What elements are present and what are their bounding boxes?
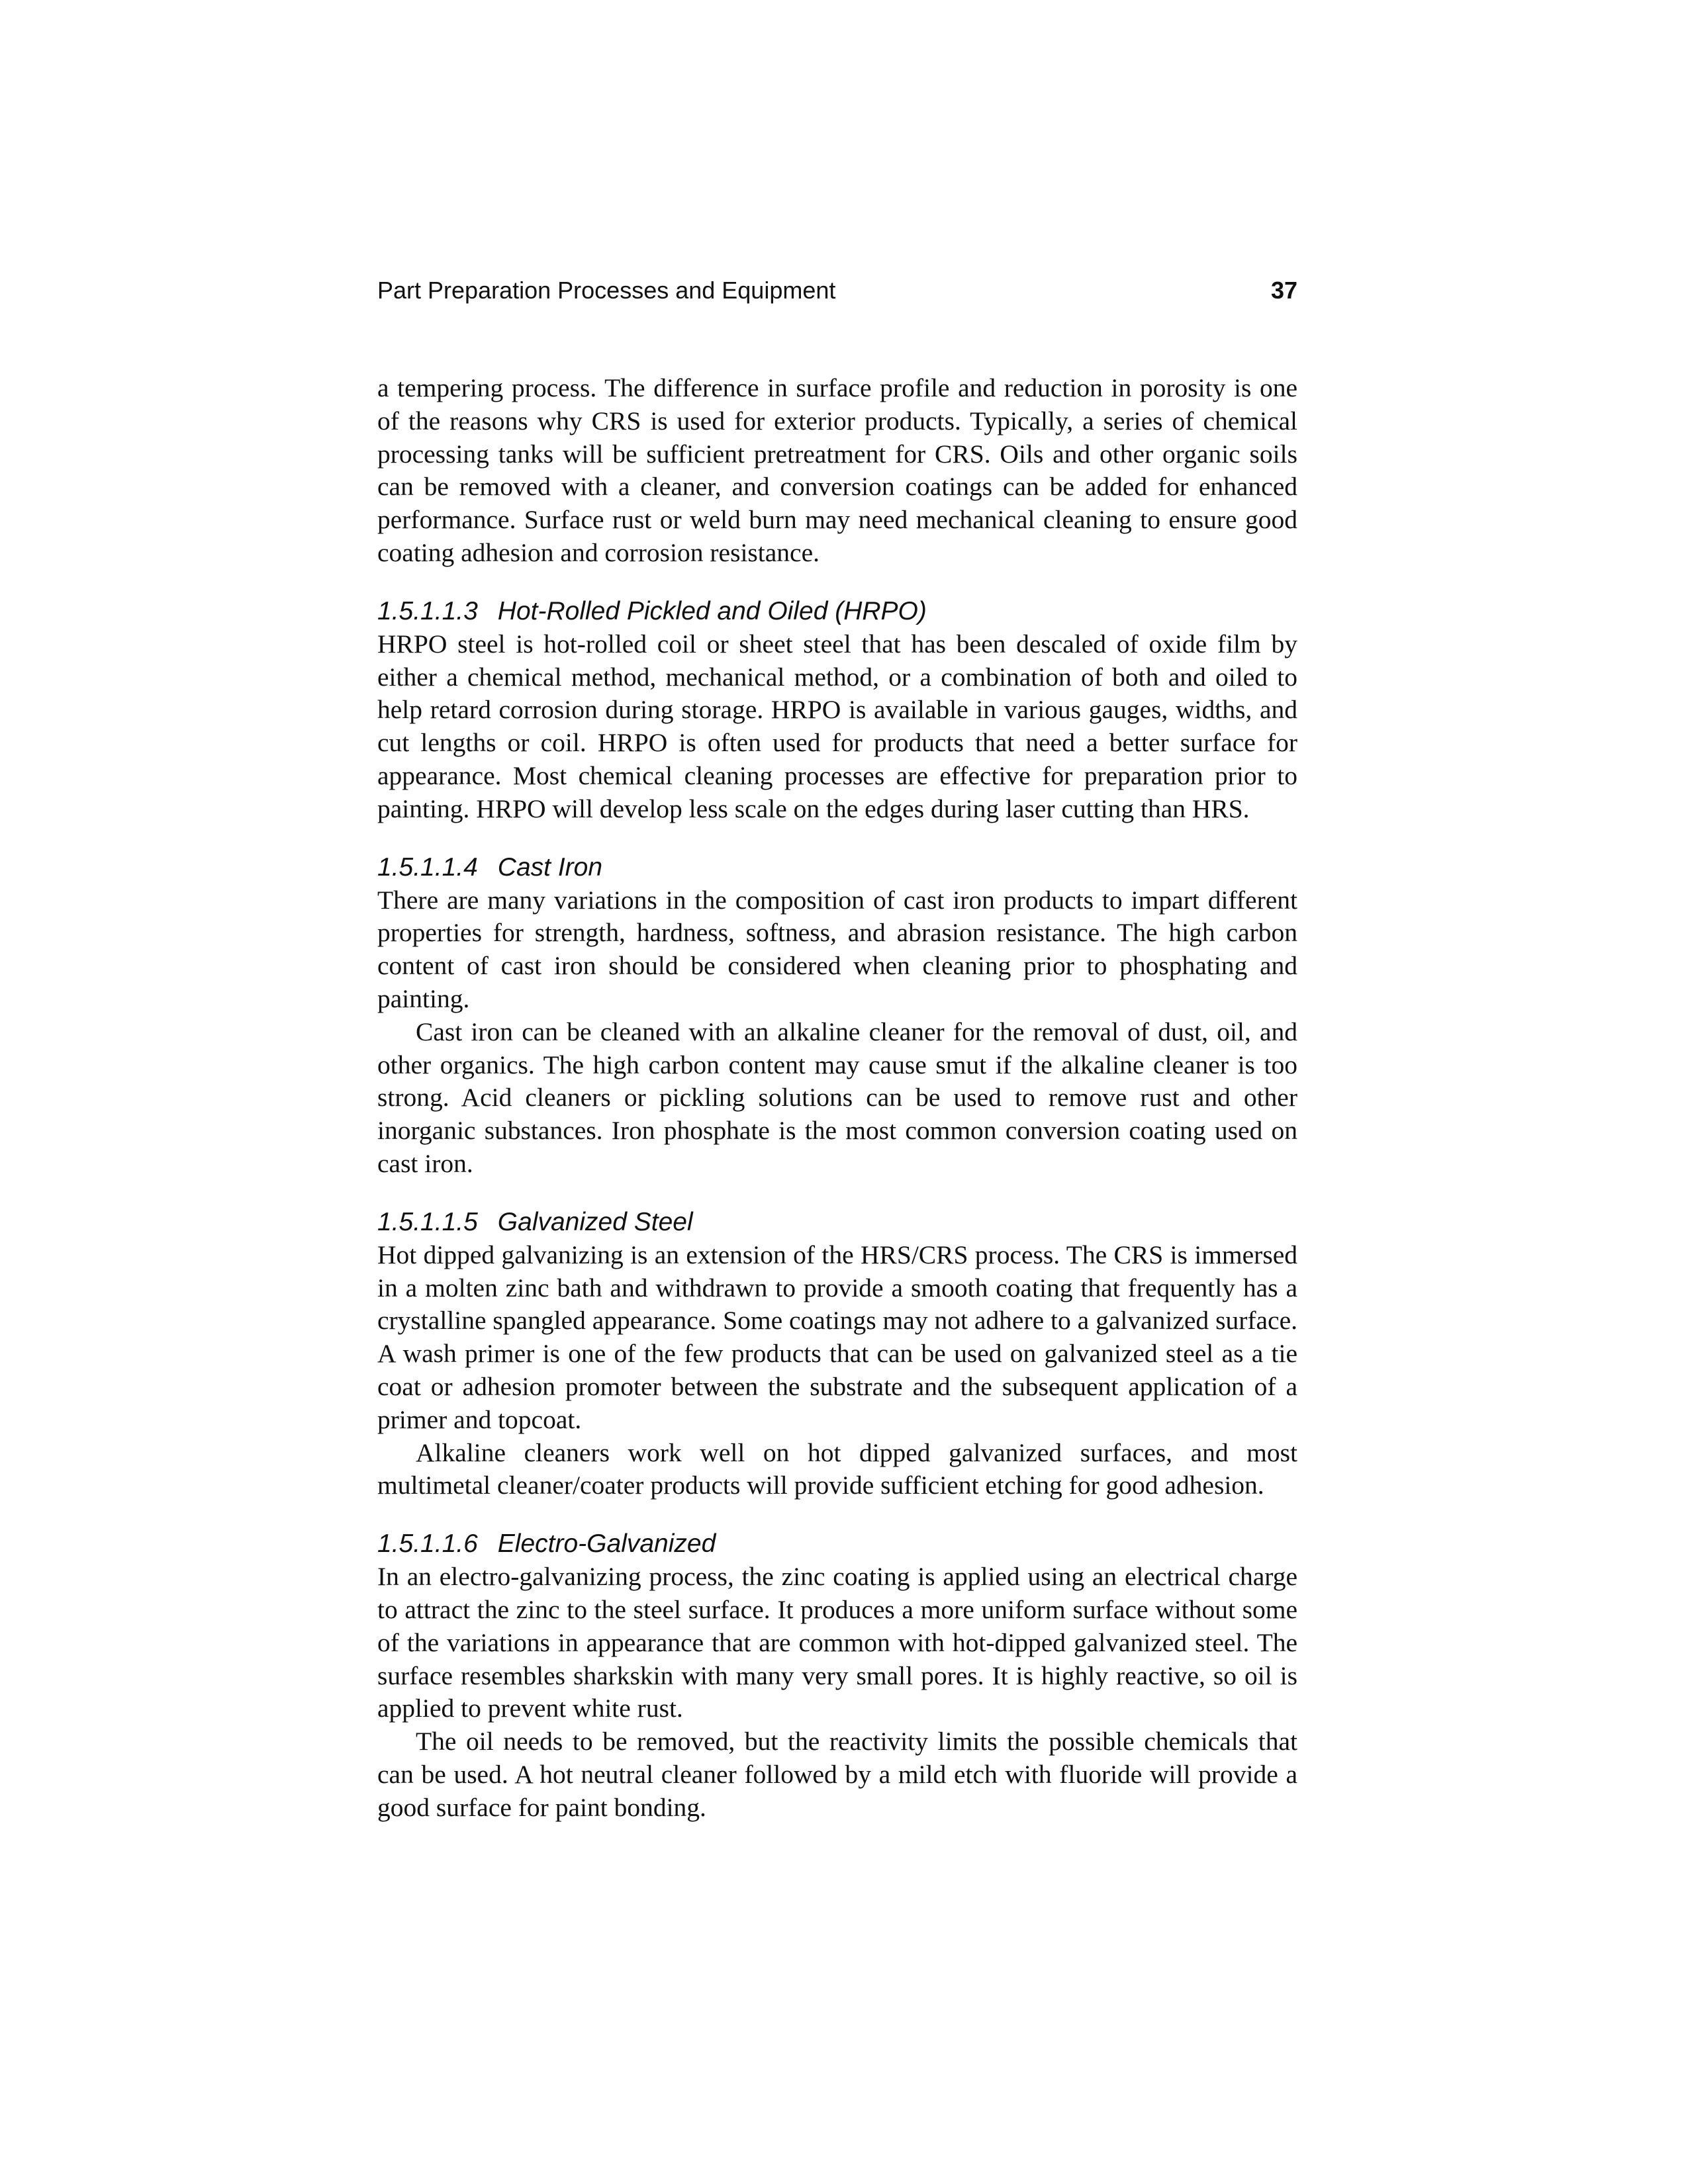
paragraph: The oil needs to be removed, but the reactivity limits the possible chemicals that can be used. A hot neutral cleaner followed by a mild etch with fluoride will provide a good surface for paint bonding. (377, 1727, 1297, 1822)
section-title: Galvanized Steel (497, 1207, 693, 1236)
section-number: 1.5.1.1.3 (377, 596, 478, 625)
paragraph: Cast iron can be cleaned with an alkaline cleaner for the removal of dust, oil, and other organics. The high carbon content may cause smut if the alkaline cleaner is too strong. Acid cleaners or pickling solutions can be used to remove rust and other inorganic substances. Iron phosphate is the most common conversion coating used on cast iron. (377, 1017, 1297, 1178)
section-heading-cast-iron (377, 851, 1297, 884)
section-heading-hrpo (377, 595, 1297, 628)
book-page (377, 277, 1297, 1824)
section-heading-galvanized-steel (377, 1206, 1297, 1239)
section-heading-electro-galvanized (377, 1527, 1297, 1561)
page-number: 37 (1270, 277, 1297, 304)
paragraph: HRPO steel is hot-rolled coil or sheet steel that has been descaled of oxide film by either a chemical method, mechanical method, or a combination of both and oiled to help retard corrosion during storage. HRPO is available in various gauges, widths, and cut lengths or coil. HRPO is often used for products that need a better surface for appearance. Most chemical cleaning processes are effective for preparation prior to painting. HRPO will develop less scale on the edges during laser cutting than HRS. (377, 629, 1297, 823)
paragraph: Hot dipped galvanizing is an extension of the HRS/CRS process. The CRS is immersed in a molten zinc bath and withdrawn to provide a smooth coating that frequently has a crystalline spangled appearance. Some coatings may not adhere to a galvanized surface. A wash primer is one of the few products that can be used on galvanized steel as a tie coat or adhesion promoter between the substrate and the subsequent application of a primer and topcoat. (377, 1240, 1297, 1434)
paragraph: There are many variations in the composition of cast iron products to impart different properties for strength, hardness, softness, and abrasion resistance. The high carbon content of cast iron should be considered when cleaning prior to phosphating and painting. (377, 885, 1297, 1013)
running-head (377, 277, 1297, 316)
running-title: Part Preparation Processes and Equipment (377, 277, 836, 304)
section-title: Hot-Rolled Pickled and Oiled (HRPO) (497, 596, 927, 625)
paragraph: Alkaline cleaners work well on hot dipped galvanized surfaces, and most multimetal cleaner/coater products will provide sufficient etching for good adhesion. (377, 1437, 1297, 1500)
intro-paragraph: a tempering process. The difference in surface profile and reduction in porosity is one of the reasons why CRS is used for exterior products. Typically, a series of chemical processing tanks will be sufficient pretreatment for CRS. Oils and other organic soils can be removed with a cleaner, and conversion coatings can be added for enhanced performance. Surface rust or weld burn may need mechanical cleaning to ensure good coating adhesion and corrosion resistance. (377, 373, 1297, 567)
section-title: Cast Iron (497, 852, 603, 882)
paragraph: In an electro-galvanizing process, the zinc coating is applied using an electrical charge to attract the zinc to the steel surface. It produces a more uniform surface without some of the variations in appearance that are common with hot-dipped galvanized steel. The surface resembles sharkskin with many very small pores. It is highly reactive, so oil is applied to prevent white rust. (377, 1562, 1297, 1723)
section-title: Electro-Galvanized (497, 1529, 716, 1559)
section-number: 1.5.1.1.4 (377, 852, 478, 882)
section-number: 1.5.1.1.6 (377, 1529, 478, 1559)
section-number: 1.5.1.1.5 (377, 1207, 478, 1236)
